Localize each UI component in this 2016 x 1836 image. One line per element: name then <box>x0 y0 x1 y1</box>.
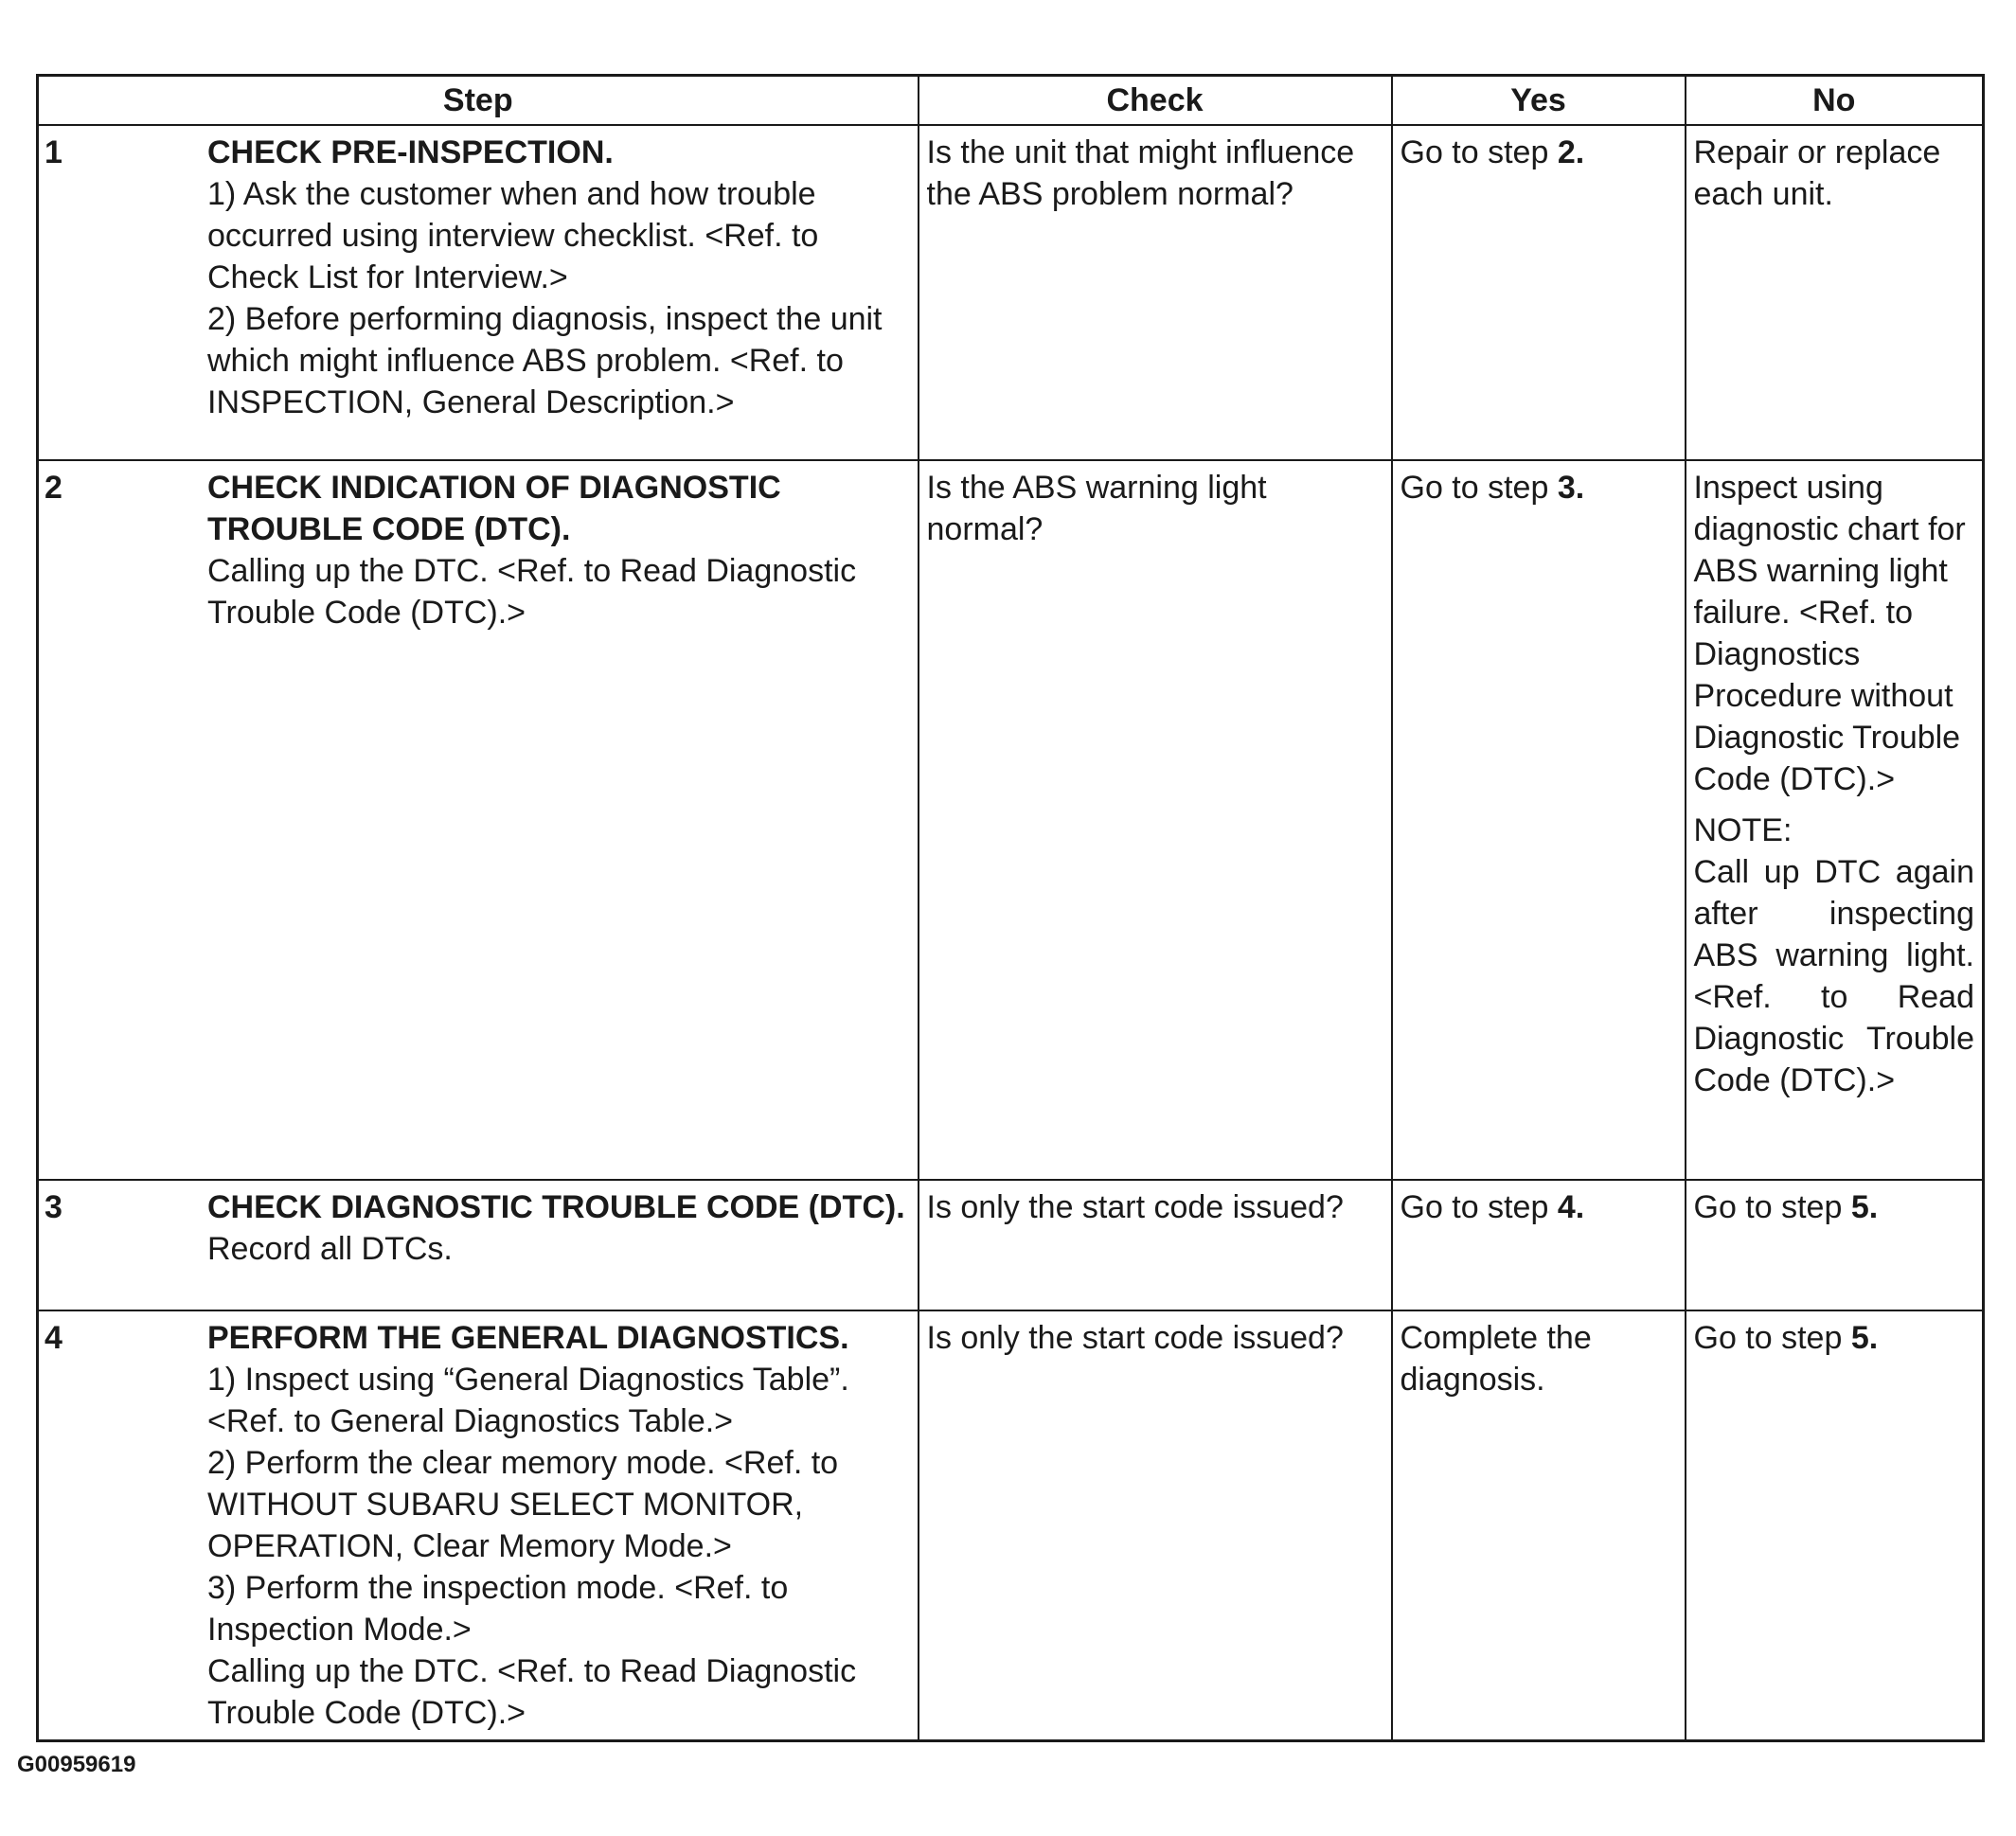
no-cell <box>1686 1310 1984 1741</box>
table-row <box>38 1180 1984 1310</box>
no-action: Go to step <box>1693 1320 1851 1356</box>
yes-action: Complete the diagnosis. <box>1400 1320 1592 1398</box>
no-step-ref: 5. <box>1850 1189 1879 1225</box>
step-instruction: Calling up the DTC. <Ref. to Read Diagnostic Trouble Code (DTC).> <box>207 1653 857 1731</box>
yes-step-ref: 3. <box>1557 470 1585 506</box>
note-label: NOTE: <box>1693 812 1793 848</box>
no-cell <box>1686 125 1984 460</box>
header-check: Check <box>919 76 1392 126</box>
check-cell <box>919 460 1392 1180</box>
no-action: Go to step <box>1693 1189 1851 1225</box>
yes-cell <box>1392 1180 1686 1310</box>
yes-step-ref: 4. <box>1557 1189 1585 1225</box>
table-row <box>38 1310 1984 1741</box>
check-cell <box>919 125 1392 460</box>
check-question: Is the unit that might influence the ABS problem normal? <box>926 134 1355 212</box>
step-number: 1 <box>45 134 62 170</box>
no-action: Repair or replace each unit. <box>1693 134 1941 212</box>
step-instruction: Calling up the DTC. <Ref. to Read Diagnostic Trouble Code (DTC).> <box>207 553 857 631</box>
yes-action: Go to step <box>1400 1189 1558 1225</box>
yes-cell <box>1392 125 1686 460</box>
step-cell <box>38 125 919 460</box>
check-question: Is only the start code issued? <box>926 1320 1344 1356</box>
check-cell <box>919 1180 1392 1310</box>
step-cell <box>38 1180 919 1310</box>
step-number: 4 <box>45 1320 62 1356</box>
note-text: Call up DTC again after inspecting ABS warning light. <Ref. to Read Diagnostic Trouble Code (DTC).> <box>1693 854 1974 1098</box>
no-cell <box>1686 460 1984 1180</box>
header-no: No <box>1686 76 1984 126</box>
yes-action: Go to step <box>1400 470 1558 506</box>
diagnostic-procedure-table <box>36 74 1985 1742</box>
step-cell <box>38 460 919 1180</box>
yes-action: Go to step <box>1400 134 1558 170</box>
figure-code: G00959619 <box>17 1752 136 1777</box>
table-row <box>38 125 1984 460</box>
step-instruction: Record all DTCs. <box>207 1231 453 1267</box>
step-title: CHECK DIAGNOSTIC TROUBLE CODE (DTC). <box>207 1189 905 1225</box>
no-cell <box>1686 1180 1984 1310</box>
yes-cell <box>1392 1310 1686 1741</box>
step-number: 3 <box>45 1189 62 1225</box>
no-action: Inspect using diagnostic chart for ABS warning light failure. <Ref. to Diagnostics Procedure without Diagnostic Trouble Code (DTC).> <box>1693 470 1966 797</box>
header-step: Step <box>38 76 919 126</box>
no-step-ref: 5. <box>1850 1320 1879 1356</box>
step-instruction: 2) Before performing diagnosis, inspect the unit which might influence ABS problem. <Ref. to INSPECTION, General Description.> <box>207 301 883 420</box>
yes-cell <box>1392 460 1686 1180</box>
check-question: Is the ABS warning light normal? <box>926 470 1267 547</box>
check-question: Is only the start code issued? <box>926 1189 1344 1225</box>
table-row <box>38 460 1984 1180</box>
step-title: PERFORM THE GENERAL DIAGNOSTICS. <box>207 1320 849 1356</box>
step-number: 2 <box>45 470 62 506</box>
header-yes: Yes <box>1392 76 1686 126</box>
table-header-row <box>38 76 1984 126</box>
step-instruction: 1) Inspect using “General Diagnostics Table”. <Ref. to General Diagnostics Table.> <box>207 1362 849 1439</box>
check-cell <box>919 1310 1392 1741</box>
step-instruction: 3) Perform the inspection mode. <Ref. to Inspection Mode.> <box>207 1570 789 1648</box>
step-instruction: 2) Perform the clear memory mode. <Ref. to WITHOUT SUBARU SELECT MONITOR, OPERATION, Clear Memory Mode.> <box>207 1445 839 1564</box>
step-instruction: 1) Ask the customer when and how trouble occurred using interview checklist. <Ref. to Check List for Interview.> <box>207 176 819 295</box>
yes-step-ref: 2. <box>1557 134 1585 170</box>
step-title: CHECK INDICATION OF DIAGNOSTIC TROUBLE CODE (DTC). <box>207 470 781 547</box>
step-title: CHECK PRE-INSPECTION. <box>207 134 614 170</box>
step-cell <box>38 1310 919 1741</box>
